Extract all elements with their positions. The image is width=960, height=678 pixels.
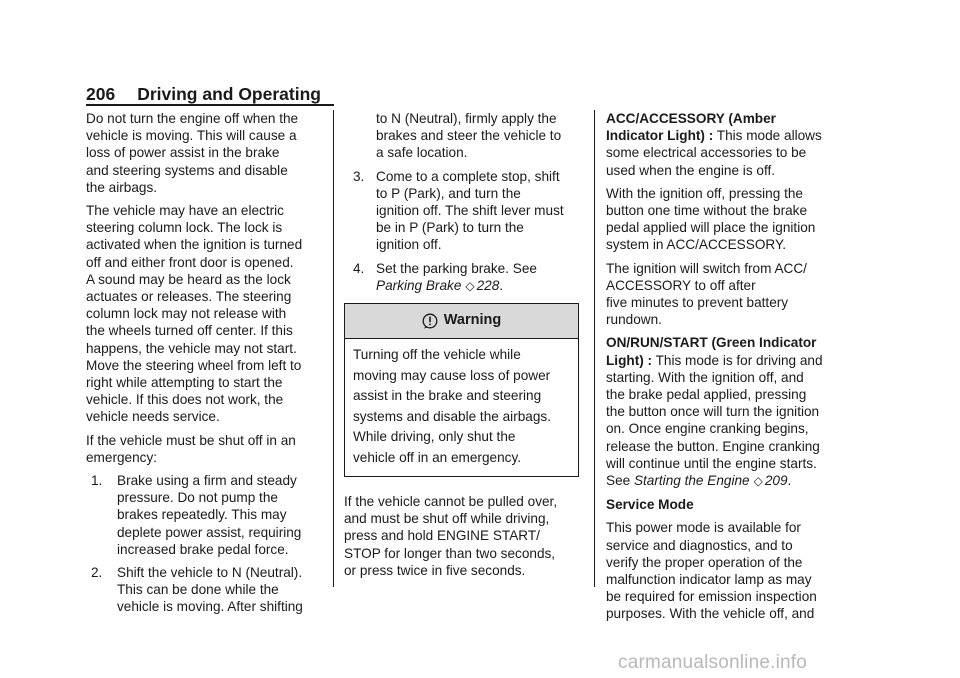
text-line: the button once will turn the ignition (606, 404, 820, 420)
text-line: Move the steering wheel from left to (86, 357, 302, 373)
text-line: assist in the brake and steering (353, 388, 542, 404)
text-line: If the vehicle must be shut off in an (86, 432, 296, 448)
column-2 (344, 110, 584, 585)
step-number: 1. (91, 473, 103, 489)
on-mode-heading: ON/RUN/START (Green Indicator (606, 335, 817, 351)
text-line: Service Mode (606, 497, 694, 513)
text-line: Brake using a firm and steady (117, 473, 297, 489)
text-line: purposes. With the vehicle off, and (606, 606, 815, 622)
text-line: some electrical accessories to be (606, 145, 807, 161)
text-line: malfunction indicator lamp as may (606, 572, 812, 588)
text-line: will continue until the engine starts. (606, 455, 817, 471)
text-line: starting. With the ignition off, and (606, 369, 804, 385)
paragraph-steering-lock (86, 202, 326, 426)
text-line: and steering systems and disable (86, 162, 288, 178)
text-line: rundown. (606, 312, 662, 328)
text-line (606, 472, 846, 490)
text-line (376, 277, 584, 295)
punctuation: . (499, 277, 504, 293)
text-line: ignition off. The shift lever must (376, 203, 564, 219)
text-line: used when the engine is off. (606, 162, 776, 178)
step-number: 3. (353, 168, 365, 184)
paragraph-cannot-pull-over (344, 493, 584, 579)
text-line: service and diagnostics, and to (606, 537, 793, 553)
text-line: With the ignition off, pressing the (606, 185, 803, 201)
service-mode-heading (606, 496, 846, 513)
column-3 (606, 110, 846, 629)
text-line: vehicle. If this does not work, the (86, 392, 284, 408)
text-fragment: See (606, 473, 631, 489)
text-line: a safe location. (376, 145, 468, 161)
text-line: to N (Neutral), firmly apply the (376, 111, 557, 126)
text-line: verify the proper operation of the (606, 554, 803, 570)
page-reference-icon: ◇ (465, 278, 475, 293)
paragraph-acc-mode (606, 110, 846, 179)
text-fragment: This mode allows (716, 128, 822, 144)
text-line: loss of power assist in the brake (86, 145, 280, 161)
text-line: system in ACC/ACCESSORY. (606, 237, 787, 253)
step-number: 4. (353, 260, 365, 276)
text-line: Turning off the vehicle while (353, 347, 521, 363)
xref-page[interactable]: 228 (476, 277, 500, 293)
text-line: activated when the ignition is turned (86, 237, 303, 253)
text-line: steering column lock. The lock is (86, 220, 283, 236)
warning-title: Warning (443, 312, 502, 329)
step-number: 2. (91, 565, 103, 581)
text-line: ACCESSORY to off after (606, 277, 756, 293)
text-line: vehicle is moving. This will cause a (86, 128, 297, 144)
header-rule (86, 104, 334, 106)
text-line: vehicle off in an emergency. (353, 449, 522, 465)
page-number: 206 (86, 84, 116, 104)
text-line: actuates or releases. The steering (86, 289, 292, 305)
column-1 (86, 110, 326, 622)
text-line: Set the parking brake. See (376, 260, 537, 276)
text-line: A sound may be heard as the lock (86, 271, 291, 287)
text-line: This power mode is available for (606, 520, 801, 536)
text-line: pedal applied will place the ignition (606, 220, 816, 236)
step-2-continued (344, 110, 584, 162)
watermark: carmanualsonline.info (618, 652, 808, 673)
text-line: Shift the vehicle to N (Neutral). (117, 565, 303, 581)
xref-starting-engine[interactable]: Starting the Engine (633, 473, 750, 489)
text-line: The ignition will switch from ACC/ (606, 260, 807, 276)
text-line: ignition off. (376, 237, 442, 253)
paragraph-on-run-start (606, 334, 846, 490)
column-divider (333, 110, 334, 587)
acc-mode-heading: ACC/ACCESSORY (Amber (606, 111, 776, 126)
step-2 (86, 564, 326, 616)
text-line: the brake pedal applied, pressing (606, 387, 807, 403)
text-line: and must be shut off while driving, (344, 511, 550, 527)
text-line: While driving, only shut the (353, 429, 516, 445)
text-line: five minutes to prevent battery (606, 295, 789, 311)
text-line (606, 127, 846, 144)
warning-header (345, 304, 578, 339)
text-line: be required for emission inspection (606, 589, 817, 605)
step-4 (344, 260, 584, 295)
text-fragment: This mode is for driving and (655, 352, 823, 368)
paragraph-emergency (86, 432, 326, 466)
text-line: STOP for longer than two seconds, (344, 545, 556, 561)
paragraph-engine-off (86, 110, 326, 196)
text-line: happens, the vehicle may not start. (86, 340, 297, 356)
warning-body (345, 339, 578, 476)
text-line: off and either front door is opened. (86, 254, 294, 270)
text-line: the wheels turned off center. If this (86, 323, 293, 339)
text-line: Do not turn the engine off when the (86, 111, 299, 126)
text-line: or press twice in five seconds. (344, 562, 526, 578)
text-line: right while attempting to start the (86, 375, 283, 391)
text-line (606, 352, 846, 369)
text-line: column lock may not release with (86, 306, 287, 322)
text-line: increased brake pedal force. (117, 541, 289, 557)
text-line: The vehicle may have an electric (86, 203, 284, 219)
text-line: moving may cause loss of power (353, 367, 551, 383)
text-line: brakes repeatedly. This may (117, 507, 287, 523)
step-1 (86, 472, 326, 558)
text-line: Come to a complete stop, shift (376, 168, 560, 184)
text-line: vehicle needs service. (86, 409, 220, 425)
text-line: be in P (Park) to turn the (376, 220, 524, 236)
page-header (86, 84, 321, 104)
text-line: emergency: (86, 449, 158, 465)
step-3 (344, 168, 584, 254)
punctuation: . (787, 473, 792, 489)
text-line: This can be done while the (117, 582, 279, 598)
page-reference-icon: ◇ (753, 474, 763, 489)
text-line: press and hold ENGINE START/ (344, 528, 540, 544)
column-divider (594, 110, 595, 587)
on-mode-heading: Light) : (606, 352, 653, 368)
text-line: pressure. Do not pump the (117, 490, 278, 506)
text-line: deplete power assist, requiring (117, 524, 302, 540)
text-line: on. Once engine cranking begins, (606, 421, 809, 437)
text-line: to P (Park), and turn the (376, 185, 521, 201)
xref-parking-brake[interactable]: Parking Brake (376, 277, 462, 293)
warning-box (344, 303, 579, 477)
text-line: release the button. Engine cranking (606, 438, 820, 454)
paragraph-acc-timeout (606, 260, 846, 329)
section-title: Driving and Operating (137, 84, 321, 104)
text-line: the airbags. (86, 179, 158, 195)
paragraph-service-mode (606, 519, 846, 622)
text-line: If the vehicle cannot be pulled over, (344, 494, 558, 510)
text-line: brakes and steer the vehicle to (376, 128, 562, 144)
text-line: button one time without the brake (606, 203, 808, 219)
warning-icon (422, 313, 438, 329)
acc-mode-heading: Indicator Light) : (606, 128, 714, 144)
paragraph-acc-press (606, 185, 846, 254)
xref-page[interactable]: 209 (764, 473, 788, 489)
text-line: systems and disable the airbags. (353, 408, 551, 424)
text-line: vehicle is moving. After shifting (117, 599, 303, 615)
